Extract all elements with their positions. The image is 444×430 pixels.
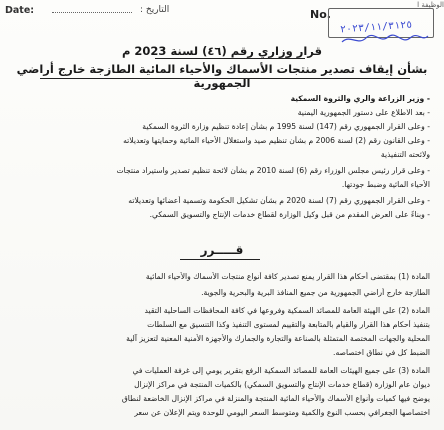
article-line: المادة (1) بمقتضى أحكام هذا القرار يمنع تصدير كافة أنواع منتجات الأسماك والأحياء المائية [145,272,430,281]
article-line: اختصاصها الجغرافي بحسب النوع والكمية ومتوسط السعر اليومي للوحدة ويتم الإعلان عن سعر [134,408,430,417]
decree-title-underline [155,58,305,59]
reference-top-text: الوظيفة ا [417,1,444,9]
article-line: المادة (3) على جميع الهيئات العامة للمصائد السمكية الرفع بتقرير يومي إلى غرفة العمليات في [132,366,430,375]
decree-subject-underline [40,78,410,79]
article-line: المحلية والجهات المختصة المتمثلة بالصناعة والتجارة والجمارك والأجهزة الأمنية المعنية لتعزيز آلية [126,334,430,343]
preamble-line: - وعلى قرار رئيس مجلس الوزراء رقم (6) لسنة 2010 م بشأن لائحة تنظيم تصدير واستيراد منتجات [116,166,430,175]
preamble-line: - وعلى القرار الجمهوري رقم (147) لسنة 1995 م بشأن إعادة تنظيم وزارة الثروة السمكية [142,122,430,131]
article-line: الضبط كل في نطاق اختصاصه. [333,348,430,357]
article-line: ديوان عام الوزارة (قطاع خدمات الإنتاج والتسويق السمكي) بالكميات المنتجة في مراكز الإنزال [134,380,430,389]
date-arabic-label: التاريخ : [140,5,170,15]
number-label: No. [310,8,331,21]
article-line: بتنفيذ أحكام هذا القرار والقيام بالمتابعة والتقييم لمستوى التنفيذ وكذا التنسيق مع السلطات [147,320,430,329]
preamble-line: - وبناءً على العرض المقدم من قبل وكيل الوزارة لقطاع خدمات الإنتاج والتسويق السمكي. [149,210,430,219]
article-line: يوضح فيها كميات وأنواع الأسماك والأحياء المائية المنتجة والمنزلة في مراكز الإنزال الخاضعة لنطاق [121,394,430,403]
reference-number: ٢٠٢٣/١١/٣١٢٥ [339,19,413,36]
date-field-line [52,12,132,13]
decree-subject: بشأن إيقاف تصدير منتجات الأسماك والأحياء المائية الطازجة خارج أراضي الجمهورية [16,62,428,90]
preamble-line: - بعد الاطلاع على دستور الجمهورية اليمنية [297,108,430,117]
preamble-line: - وزير الزراعة والري والثروة السمكية [290,94,430,103]
article-line: المادة (2) على الهيئة العامة للمصائد السمكية وفروعها في كافة المحافظات الساحلية التقيد [144,306,430,315]
preamble-line: الأحياء المائية وضبط جودتها. [341,180,430,189]
date-label: Date: [5,5,35,16]
decree-heading: قـــــرر [200,243,244,257]
article-line: الطازجة خارج أراضي الجمهورية من جميع المنافذ البرية والبحرية والجوية. [201,288,430,297]
preamble-line: - وعلى القرار الجمهوري رقم (7) لسنة 2020 م بشأن تشكيل الحكومة وتسمية أعضائها وتعديلاته [128,196,430,205]
decree-heading-underline [180,259,260,260]
preamble-line: - وعلى القانون رقم (2) لسنة 2006 م بشأن تنظيم صيد واستغلال الأحياء المائية وحمايتها وتعديلاته [123,136,430,145]
decree-title: قرار وزاري رقم (٤٦) لسنة 2023 م [121,44,322,58]
preamble-line: ولائحته التنفيذية [380,150,430,159]
